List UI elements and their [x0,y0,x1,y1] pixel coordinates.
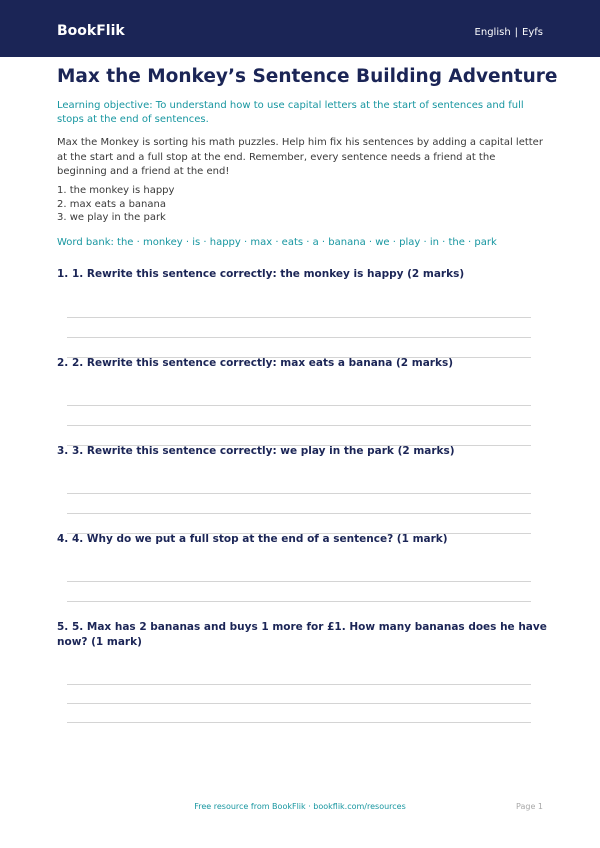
sentence-item: 2. max eats a banana [57,198,166,210]
intro-paragraph: Max the Monkey is sorting his math puzzles. Help him fix his sentences by adding a capital letter at the start and a full stop at the end. Remember, every sentence needs a friend at the beginning and a friend at the end! [57,137,543,177]
answer-line[interactable] [67,337,531,338]
page-header [0,0,600,57]
sentence-list [57,184,174,225]
answer-line[interactable] [67,601,531,602]
question-5: 5. 5. Max has 2 bananas and buys 1 more for £1. How many bananas does he have now? (1 mark) [57,621,547,648]
header-meta [475,26,543,40]
answer-line[interactable] [67,513,531,514]
answer-line[interactable] [67,722,531,723]
level-label: Eyfs [522,27,543,38]
question-4: 4. 4. Why do we put a full stop at the end of a sentence? (1 mark) [57,533,448,545]
question-1: 1. 1. Rewrite this sentence correctly: the monkey is happy (2 marks) [57,268,465,280]
worksheet-title: Max the Monkey’s Sentence Building Adventure [57,66,558,87]
question-3: 3. 3. Rewrite this sentence correctly: we play in the park (2 marks) [57,445,455,457]
answer-line[interactable] [67,581,531,582]
answer-line[interactable] [67,425,531,426]
page-number: Page 1 [516,802,543,811]
question-2: 2. 2. Rewrite this sentence correctly: max eats a banana (2 marks) [57,357,454,369]
brand-logo-text[interactable]: BookFlik [57,23,125,39]
language-label: English [474,27,511,38]
answer-line[interactable] [67,684,531,685]
answer-line[interactable] [67,317,531,318]
learning-objective: Learning objective: To understand how to use capital letters at the start of sentences and full stops at the end of sentences. [57,100,524,125]
header-separator: | [514,27,519,38]
answer-line[interactable] [67,493,531,494]
answer-line[interactable] [67,405,531,406]
sentence-item: 1. the monkey is happy [57,185,175,196]
word-bank: Word bank: the · monkey · is · happy · max · eats · a · banana · we · play · in · the · park [57,237,497,248]
footer-credit[interactable]: Free resource from BookFlik · bookflik.com/resources [194,802,406,811]
sentence-item: 3. we play in the park [57,212,166,223]
answer-line[interactable] [67,703,531,704]
